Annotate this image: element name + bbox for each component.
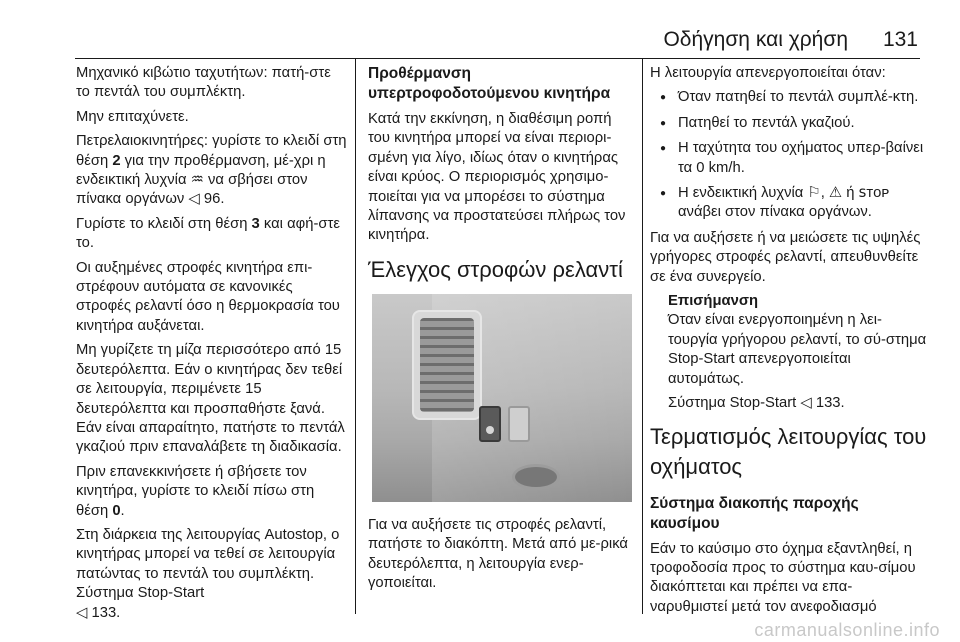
list-item: ● Όταν πατηθεί το πεντάλ συμπλέ-κτη.	[650, 88, 928, 107]
column-2	[368, 64, 635, 598]
page-reference: Σύστημα Stop-Start ◁ 133.	[668, 395, 845, 412]
paragraph	[76, 463, 348, 521]
paragraph: Μη γυρίζετε τη μίζα περισσότερο από 15 δευτερόλεπτα. Εάν ο κινητήρας δεν τεθεί σε λειτουργία, περιμένετε 15 δευτερόλεπτα και προσπαθήστε ξανά. Εάν είναι απαραίτητο, πατήστε το πεντάλ γκαζιού πριν επαναλάβετε τη διαδικασία.	[76, 342, 345, 456]
paragraph: Οι αυξημένες στροφές κινητήρα επι-στρέφουν αυτόματα σε κανονικές στροφές ρελαντί όσο η θερμοκρασία του κινητήρα αυξάνεται.	[76, 259, 340, 334]
paragraph: Μηχανικό κιβώτιο ταχυτήτων: πατή-στε το πεντάλ του συμπλέκτη.	[76, 65, 331, 101]
watermark: carmanualsonline.info	[754, 620, 940, 640]
power-socket	[512, 464, 560, 490]
column-3	[650, 64, 928, 622]
bullet-list	[650, 88, 928, 222]
paragraph	[76, 132, 348, 210]
paragraph	[76, 215, 348, 254]
list-item: ● Πατηθεί το πεντάλ γκαζιού.	[650, 114, 928, 133]
paragraph: Κατά την εκκίνηση, η διαθέσιμη ροπή του κινητήρα μπορεί να είναι περιορι-σμένη για λίγο, ιδίως όταν ο κινητήρας είναι κρύος. Ο περιορισμός χρησιμο-ποιείται για να μπορέσει το σύστημα λίπανσης να προστατεύσει πλήρως τον κινητήρα.	[368, 111, 626, 244]
vent-slats	[420, 318, 474, 412]
text-run: Στη διάρκεια της λειτουργίας Autostop, ο κινητήρας μπορεί να τεθεί σε λειτουργία πατώντας το πεντάλ του συμπλέκτη. Σύστημα Stop-Start	[76, 526, 340, 602]
paragraph: Για να αυξήσετε τις στροφές ρελαντί, πατήστε το διακόπτη. Μετά από με-ρικά δευτερόλεπτα, η λειτουργία ενερ-γοποιείται.	[368, 516, 628, 592]
text-run: για την προθέρμανση, μέ-χρι η ενδεικτική λυχνία	[76, 152, 326, 189]
text-run: Πετρελαιοκινητήρες: γυρίστε το κλειδί στη θέση	[76, 133, 347, 169]
note-title: Επισήμανση	[668, 293, 759, 310]
paragraph: Για να αυξήσετε ή να μειώσετε τις υψηλές γρήγορες στροφές ρελαντί, απευθυνθείτε σε ένα συνεργείο.	[650, 229, 921, 285]
paragraph	[76, 526, 348, 623]
paragraph: Εάν το καύσιμο στο όχημα εξαντληθεί, η τροφοδοσία προς το σύστημα καυ-σίμου διακόπτεται και πρέπει να επα-ναρυθμιστεί μετά τον ανεφοδιασμό	[650, 540, 916, 615]
note-box	[650, 292, 928, 413]
text-run: Γυρίστε το κλειδί στη θέση	[76, 215, 252, 232]
switch-indicator	[486, 426, 494, 434]
idle-speed-switch-photo	[372, 294, 632, 502]
paragraph: Η λειτουργία απενεργοποιείται όταν:	[650, 65, 886, 81]
section-title: Οδήγηση και χρήση	[663, 28, 848, 51]
idle-speed-switch	[479, 406, 501, 442]
subheading: Προθέρμανση υπερτροφοδοτούμενου κινητήρα	[368, 65, 611, 102]
key-position: 2	[112, 152, 121, 169]
section-heading: Έλεγχος στροφών ρελαντί	[368, 256, 623, 282]
text-run: .	[120, 502, 125, 519]
section-heading: Τερματισμός λειτουργίας του οχήματος	[650, 423, 927, 479]
subheading: Σύστημα διακοπής παροχής καυσίμου	[650, 494, 859, 532]
text-run: Πριν επανεκκινήσετε ή σβήσετε τον κινητήρα, γυρίστε το κλειδί πίσω στη θέση	[76, 463, 315, 519]
text-run: και αφή-στε το.	[76, 215, 340, 252]
column-divider-2	[642, 58, 643, 614]
list-item: ● Η ενδεικτική λυχνία ⚐, ⚠ ή ꜱᴛᴏᴘ ανάβει στον πίνακα οργάνων.	[650, 184, 928, 223]
header-rule	[75, 58, 920, 59]
list-item: ● Η ταχύτητα του οχήματος υπερ-βαίνει τα 0 km/h.	[650, 139, 928, 178]
air-vent	[412, 310, 482, 420]
column-divider-1	[355, 58, 356, 614]
note-body: Όταν είναι ενεργοποιημένη η λει-τουργία γρήγορου ρελαντί, το σύ-στημα Stop-Start απενεργοποιείται αυτομάτως.	[668, 312, 927, 387]
blank-switch	[508, 406, 530, 442]
paragraph: Μην επιταχύνετε.	[76, 108, 189, 125]
page-reference: ◁ 96.	[188, 191, 225, 208]
column-1	[76, 64, 348, 628]
page-number: 131	[882, 28, 918, 51]
text-run: να σβήσει στον πίνακα οργάνων	[76, 172, 308, 208]
glow-plug-icon: ♒	[190, 172, 204, 189]
page-reference: ◁ 133.	[76, 604, 121, 621]
key-position: 3	[251, 215, 260, 232]
key-position: 0	[112, 502, 121, 519]
